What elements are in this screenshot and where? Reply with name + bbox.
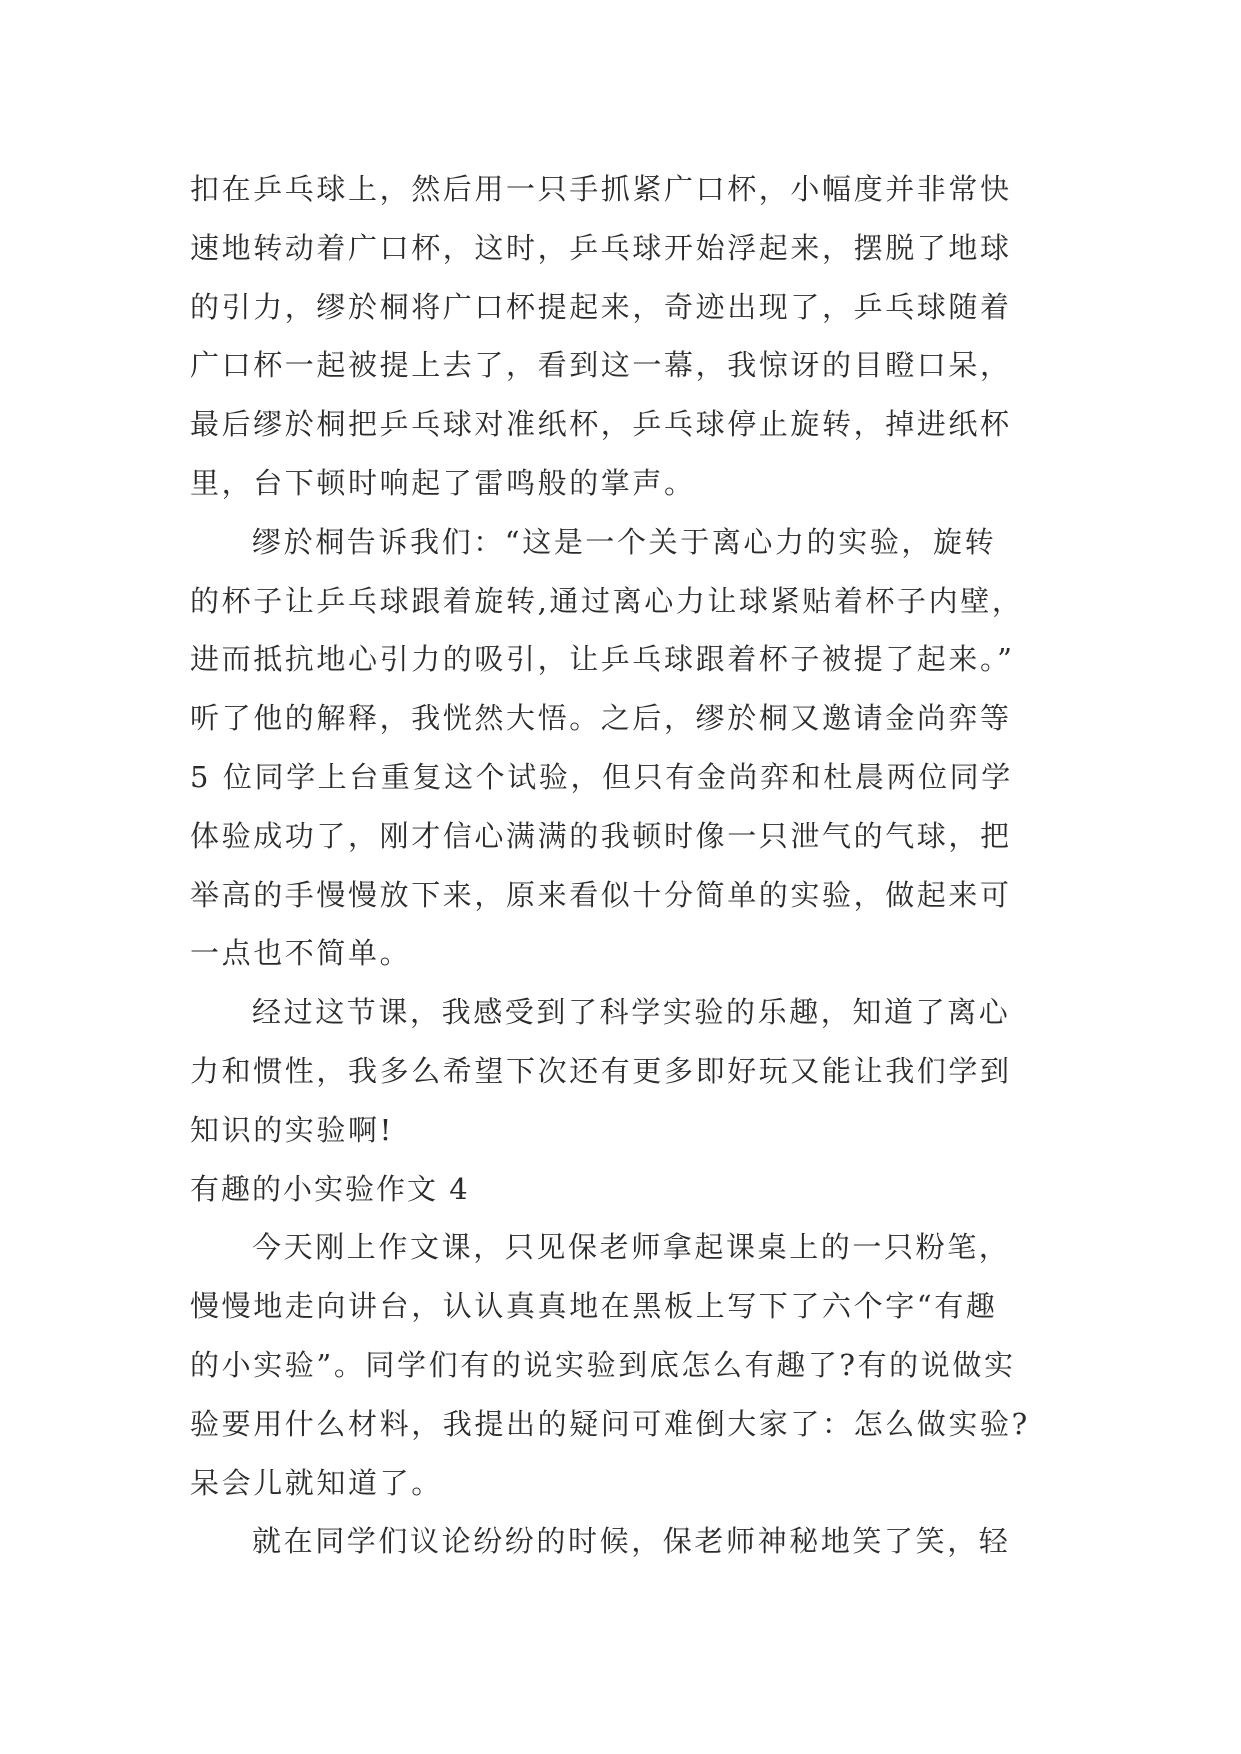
paragraph-first-line: 今天刚上作文课，只见保老师拿起课桌上的一只粉笔， [252,1230,1011,1265]
paragraph-line: 的引力，缪於桐将广口杯提起来，奇迹出现了，乒乓球随着 [190,289,1012,324]
paragraph-first-line: 就在同学们议论纷纷的时候，保老师神秘地笑了笑，轻 [252,1524,1011,1559]
paragraph-line: 的小实验”。同学们有的说实验到底怎么有趣了?有的说做实 [190,1347,1016,1382]
paragraph-line: 5 位同学上台重复这个试验，但只有金尚弈和杜晨两位同学 [190,759,1013,794]
paragraph-line: 知识的实验啊! [190,1112,394,1147]
document-body [190,160,1050,1571]
paragraph-line: 速地转动着广口杯，这时，乒乓球开始浮起来，摆脱了地球 [190,230,1012,265]
paragraph-first-line: 缪於桐告诉我们：“这是一个关于离心力的实验，旋转 [252,524,997,559]
paragraph-line: 呆会儿就知道了。 [190,1465,443,1500]
paragraph-line: 扣在乒乓球上，然后用一只手抓紧广口杯，小幅度并非常快 [190,172,1012,206]
section-heading: 有趣的小实验作文 4 [190,1171,470,1206]
paragraph-first-line: 经过这节课，我感受到了科学实验的乐趣，知道了离心 [252,995,1011,1030]
paragraph-line: 力和惯性，我多么希望下次还有更多即好玩又能让我们学到 [190,1053,1012,1088]
paragraph-line: 听了他的解释，我恍然大悟。之后，缪於桐又邀请金尚弈等 [190,701,1012,736]
paragraph-line: 的杯子让乒乓球跟着旋转,通过离心力让球紧贴着杯子内壁， [190,583,1024,618]
paragraph-line: 广口杯一起被提上去了，看到这一幕，我惊讶的目瞪口呆， [190,348,1012,383]
paragraph-line: 举高的手慢慢放下来，原来看似十分简单的实验，做起来可 [190,877,1012,912]
paragraph-line: 里，台下顿时响起了雷鸣般的掌声。 [190,465,696,500]
paragraph-line: 进而抵抗地心引力的吸引，让乒乓球跟着杯子被提了起来。” [190,642,1015,677]
paragraph-line: 一点也不简单。 [190,936,412,971]
paragraph-line: 慢慢地走向讲台，认认真真地在黑板上写下了六个字“有趣 [190,1289,998,1324]
paragraph-line: 体验成功了，刚才信心满满的我顿时像一只泄气的气球，把 [190,818,1012,853]
paragraph-line: 验要用什么材料，我提出的疑问可难倒大家了：怎么做实验? [190,1406,1030,1441]
paragraph-line: 最后缪於桐把乒乓球对准纸杯，乒乓球停止旋转，掉进纸杯 [190,407,1012,442]
